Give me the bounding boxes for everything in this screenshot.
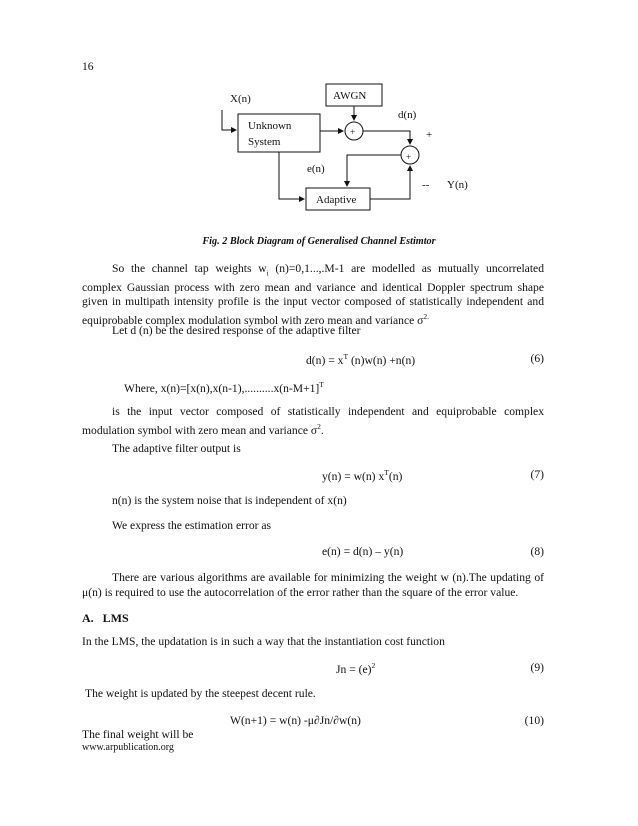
equation-8: e(n) = d(n) – y(n) <box>322 545 404 558</box>
adaptive-output-line <box>370 166 410 199</box>
para8-text: In the LMS, the updatation is in such a way that the instantiation cost function <box>82 635 445 648</box>
page-number: 16 <box>82 60 94 73</box>
label-minus: -- <box>422 179 430 191</box>
eq9-sup: 2 <box>371 661 376 670</box>
eq6-b: (n)w(n) +n(n) <box>348 353 416 367</box>
label-awgn: AWGN <box>333 90 367 102</box>
block-diagram <box>0 0 638 230</box>
eq6-a: d(n) = x <box>306 353 344 367</box>
label-e: e(n) <box>307 163 325 175</box>
eq7-a: y(n) = w(n) x <box>322 469 385 483</box>
paragraph-9 <box>85 687 547 702</box>
eq7-b: (n) <box>388 469 403 483</box>
plus-right: + <box>426 129 433 141</box>
label-unknown-1: Unknown <box>248 120 292 132</box>
figure-caption: Fig. 2 Block Diagram of Generalised Channel Estimtor <box>202 236 436 247</box>
sum2-sign: + <box>406 152 412 162</box>
equation-9-number: (9) <box>530 661 544 674</box>
where-line <box>124 378 324 396</box>
para7-text: There are various algorithms are available for minimizing the weight w (n).The updating of μ(n) is required to use the autocorrelation of the error rather than the square of the error value. <box>82 571 544 599</box>
input-arrow <box>222 110 236 130</box>
paragraph-6 <box>82 519 544 534</box>
equation-7-number: (7) <box>530 468 544 481</box>
paragraph-10: The final weight will be <box>82 728 194 741</box>
paragraph-2 <box>82 324 544 339</box>
where-sup: T <box>319 380 324 389</box>
paragraph-3 <box>82 405 544 438</box>
label-unknown-2: System <box>248 136 281 148</box>
equation-10: W(n+1) = w(n) -μ∂Jn/∂w(n) <box>230 714 361 727</box>
para4-text: The adaptive filter output is <box>112 442 241 455</box>
paragraph-5 <box>82 494 544 509</box>
para3-b: . <box>320 423 324 437</box>
para2-text: Let d (n) be the desired response of the adaptive filter <box>112 324 361 337</box>
where-a: Where, x(n)=[x(n),x(n-1),..........x(n-M+1] <box>124 381 320 395</box>
para1-text-a: So the channel tap weights w <box>112 262 267 275</box>
para1-sub: i <box>266 268 269 278</box>
paragraph-7 <box>82 571 544 600</box>
eq9-a: Jn = (e) <box>336 662 372 676</box>
label-d: d(n) <box>398 109 417 121</box>
para1-sup: 2. <box>423 311 430 321</box>
para6-text: We express the estimation error as <box>112 519 272 532</box>
label-adaptive: Adaptive <box>316 194 357 206</box>
footer-url: www.arpublication.org <box>82 742 174 753</box>
para9-text: The weight is updated by the steepest decent rule. <box>85 687 316 700</box>
equation-8-number: (8) <box>530 545 544 558</box>
paragraph-4 <box>82 442 544 457</box>
paragraph-1 <box>82 262 544 328</box>
paragraph-8 <box>82 635 544 650</box>
para1-text-b: (n)=0,1...,.M-1 are modelled as mutually uncorrelated complex Gaussian process with zero mean and variance and identical Doppler spectrum shape given in multipath intensity profile is the input vector composed of statistically independent and equiprobable complex modulation symbol with zero mean and variance σ <box>82 262 544 327</box>
input-to-adaptive-line <box>279 152 304 199</box>
error-line <box>347 155 401 186</box>
equation-7 <box>322 468 402 483</box>
eq7-sup: T <box>384 468 389 477</box>
sum1-sign: + <box>350 127 356 137</box>
d-signal-line <box>363 131 410 144</box>
para3-a: is the input vector composed of statistically independent and equiprobable complex modulation symbol with zero mean and variance σ <box>82 405 544 437</box>
eq6-sup: T <box>343 352 349 361</box>
para5-text: n(n) is the system noise that is independent of x(n) <box>112 494 347 507</box>
equation-6 <box>306 352 415 367</box>
label-x: X(n) <box>230 93 251 105</box>
equation-6-number: (6) <box>530 352 544 365</box>
equation-9 <box>336 661 375 676</box>
para3-sup: 2 <box>317 421 321 431</box>
label-y: Y(n) <box>447 179 468 191</box>
equation-10-number: (10) <box>524 714 544 727</box>
section-heading: A. LMS <box>82 611 129 625</box>
